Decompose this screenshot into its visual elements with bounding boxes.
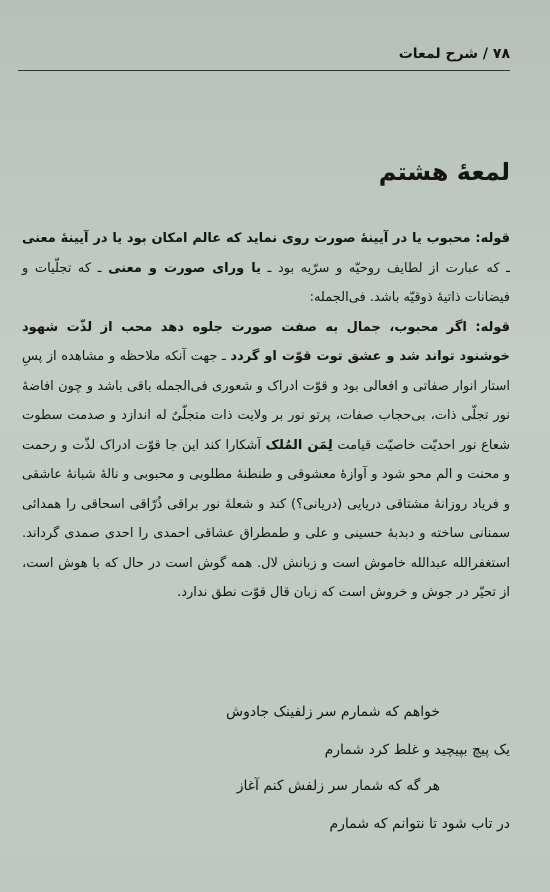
- paragraph-1-lead: قوله: محبوب یا در آیینهٔ صورت روی نماید که عالم امکان بود یا در آیینهٔ معنی: [22, 231, 510, 246]
- paragraph-1: [22, 224, 510, 313]
- poem-verses: [22, 704, 510, 864]
- body-text: [22, 224, 510, 608]
- verse-line-2: یک پیچ بپیچید و غلط کرد شمارم: [324, 742, 510, 758]
- verse-line-3: هر گه که شمار سر زلفش کنم آغاز: [236, 778, 440, 794]
- paragraph-2: [22, 313, 510, 608]
- chapter-title: لمعهٔ هشتم: [378, 158, 510, 186]
- verse-line-4: در تاب شود تا نتوانم که شمارم: [329, 816, 510, 832]
- running-header: [18, 46, 510, 71]
- paragraph-1-rest: ـ که عبارت از لطایف روحیّه و سرّیه بود ـ: [260, 260, 510, 276]
- paragraph-2-lead: قوله: اگر محبوب، جمال به صفت صورت جلوه دهد محب از لذّت شهود خوشنود تواند شد و عشق توت قوّت او گردد: [22, 319, 510, 364]
- paragraph-2-lead2: لِمَن المُلک: [265, 437, 333, 453]
- paragraph-1-lead2: یا ورای صورت و معنی: [108, 260, 261, 276]
- paragraph-1-rest2: ـ که تجلّیات و فیضانات ذاتیهٔ ذوقیّه باشد. فی‌الجمله:: [22, 260, 510, 305]
- verse-line-1: خواهم که شمارم سر زلفینک جادوش: [226, 704, 440, 720]
- paragraph-2-rest: ـ جهت آنکه ملاحظه و مشاهده از پسِ استار انوار صفاتی و افعالی بود و قوّت ادراک و شعوری فی‌الجمله باقی باشد و چون افاضهٔ نور تجلّی ذات، بی‌حجاب صفات، پرتو نور بر ولایت ذات متجلّیٌ له اندازد و صدمت سطوت شعاع نور احدیّت خاصیّت قیامت: [22, 349, 510, 453]
- running-title: ۷۸ / شرح لمعات: [398, 46, 510, 62]
- paragraph-2-rest2: آشکارا کند این جا قوّت ادراک لذّت و رحمت و محنت و الم محو شود و آوازهٔ معشوقی و طنطنهٔ مطلوبی و محبوبی و نالهٔ شبانهٔ عاشقی و فریاد روزانهٔ مشتاقی دریایی (دریانی؟) کند و شعلهٔ نور براقی ذُرّاقی اسحاقی را همدائی سمنانی ساخته و دبدبهٔ حسینی و علی و طمطراق عشاقی احمدی را احدی صمدی گرداند. استغفرالله عبدالله خاموش است و زبانش لال. همه گوش است در حال که با هوش است، از تحیّر در جوش و خروش است که زبان قال قوّت نطق ندارد.: [22, 437, 510, 600]
